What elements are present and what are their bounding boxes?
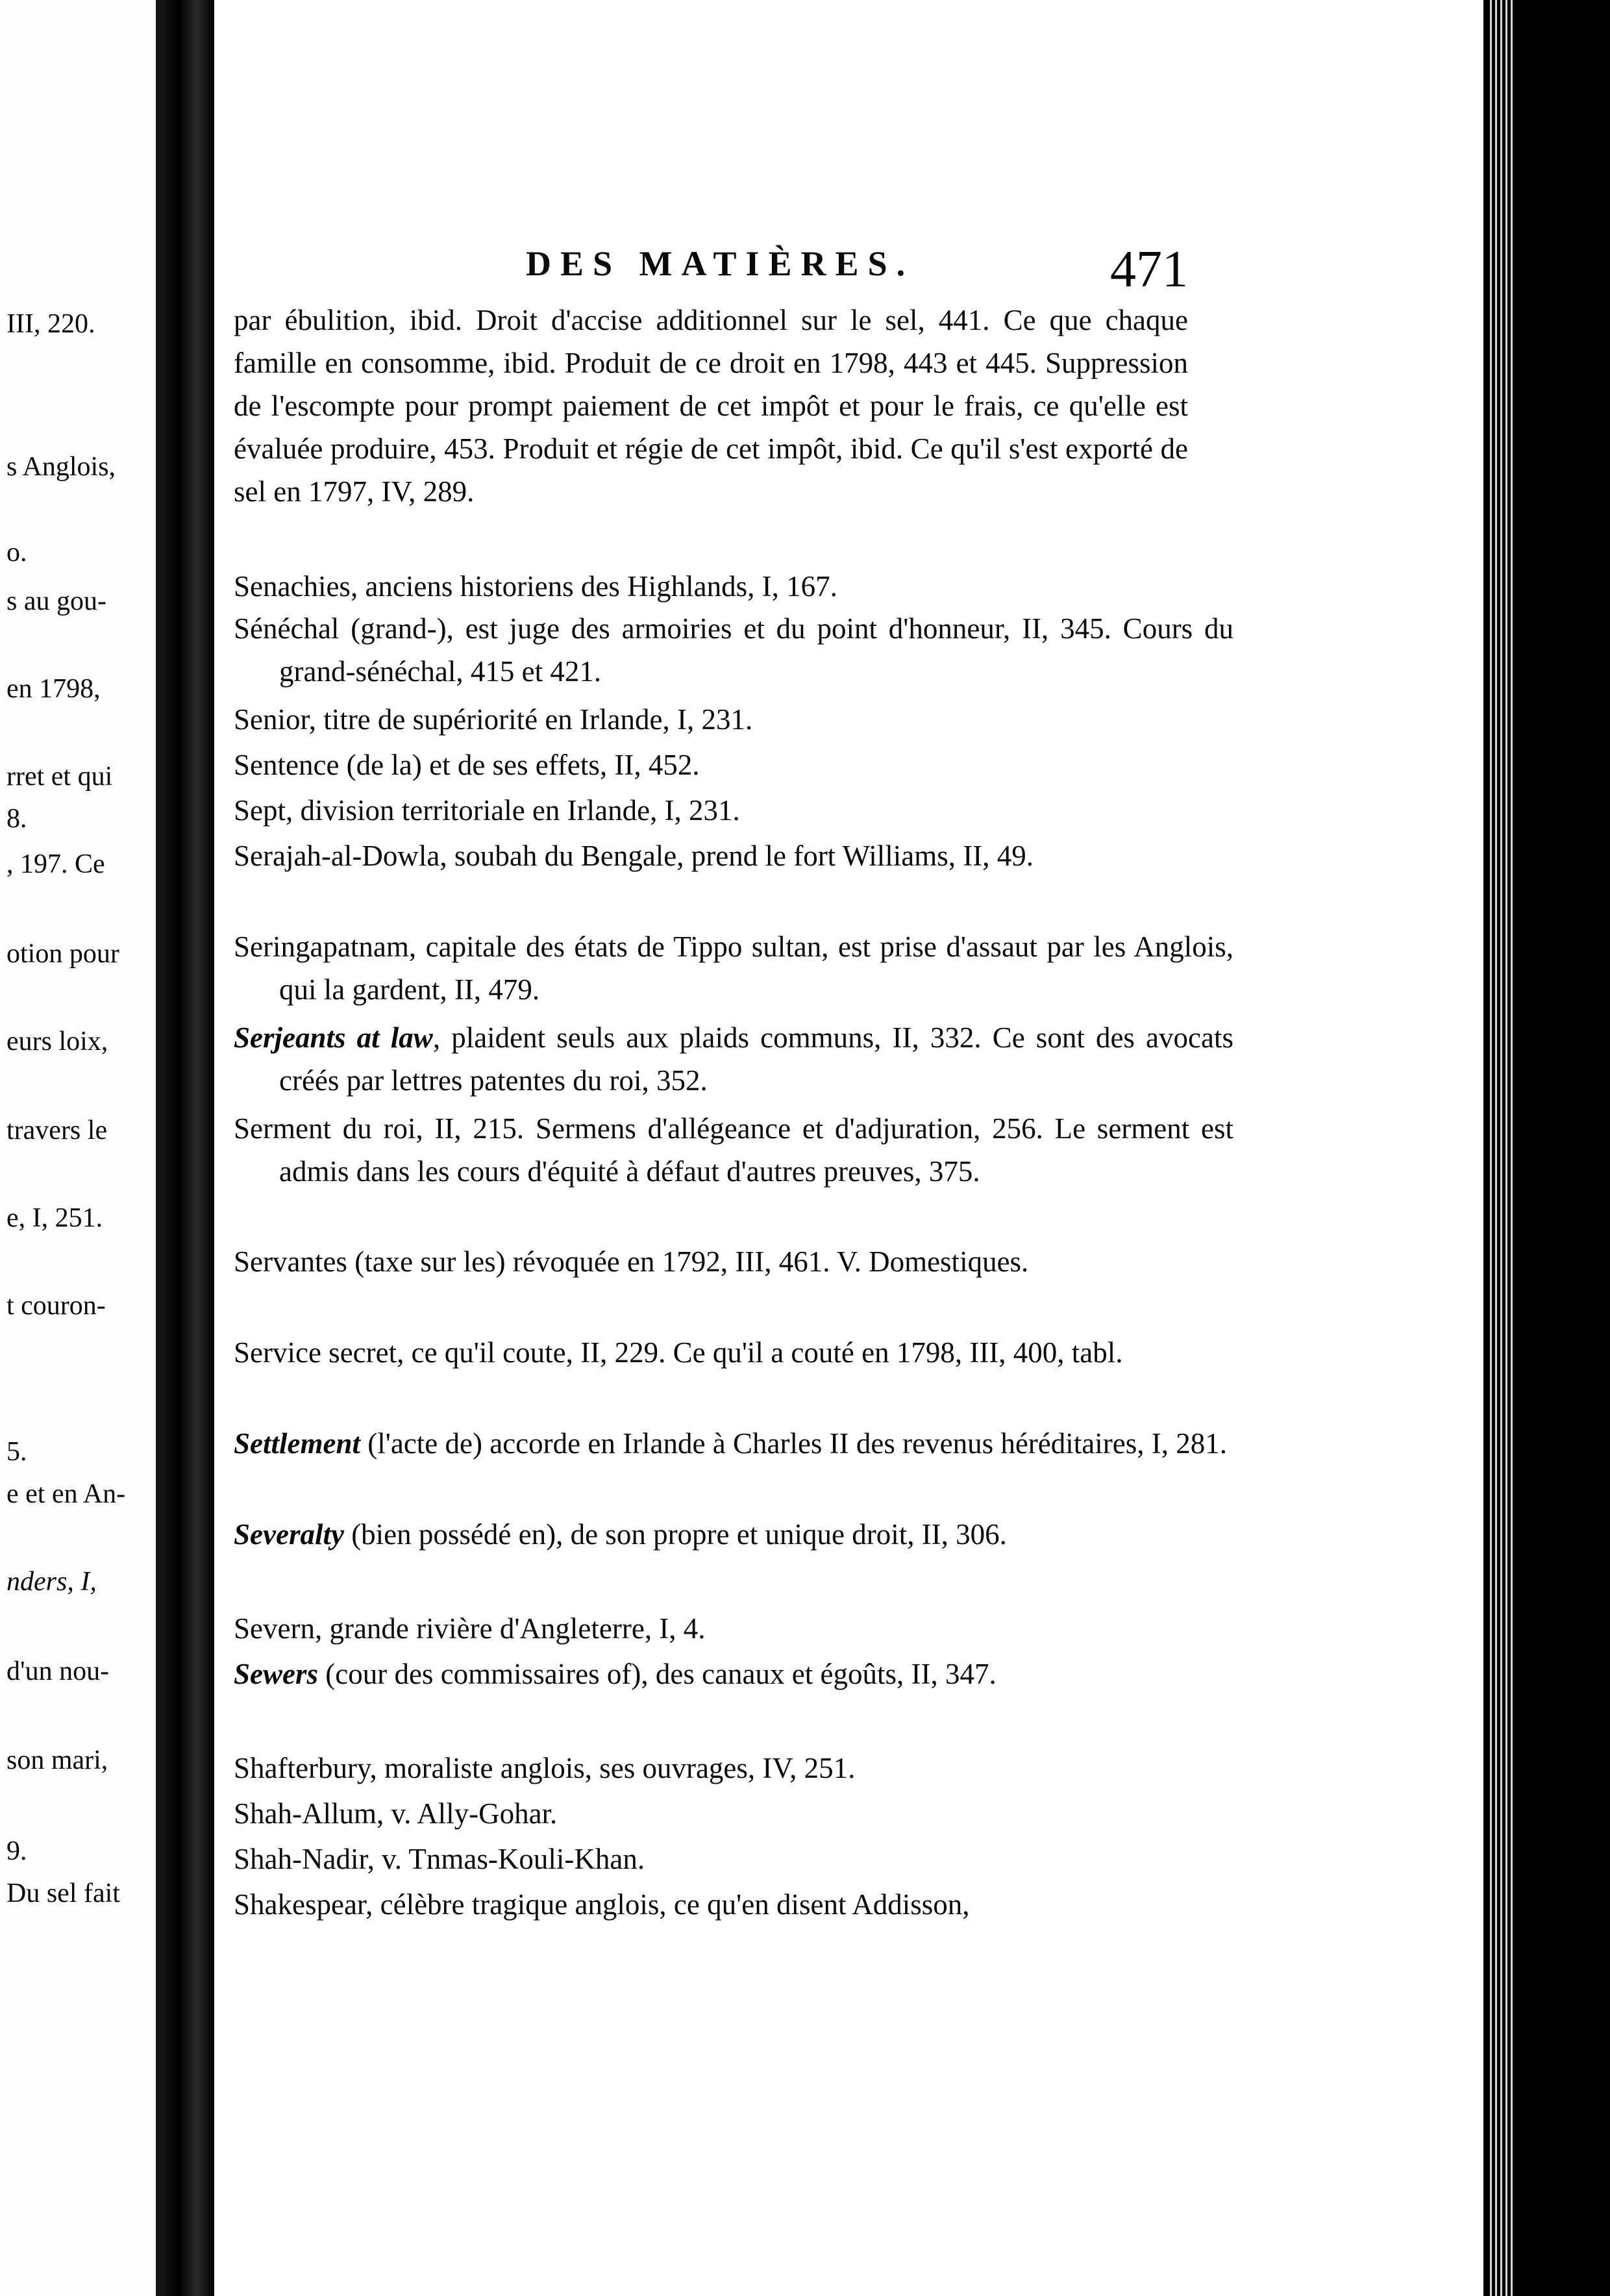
page-edge-line (1505, 0, 1507, 2296)
left-margin-line: travers le (6, 1116, 108, 1145)
left-margin-line: e, I, 251. (6, 1203, 103, 1233)
index-entry: Serment du roi, II, 215. Sermens d'allégeance et d'adjuration, 256. Le serment est admis dans les cours d'équité à défaut d'autres preuves, 375. (234, 1112, 1233, 1188)
left-margin-line: t couron- (6, 1291, 106, 1321)
index-entry: Sewers (cour des commissaires of), des canaux et égoûts, II, 347. (234, 1658, 997, 1690)
index-entry: Senachies, anciens historiens des Highlands, I, 167. (234, 570, 837, 603)
index-entry: Service secret, ce qu'il coute, II, 229. Ce qu'il a couté en 1798, III, 400, tabl. (234, 1336, 1123, 1369)
index-entry: Sentence (de la) et de ses effets, II, 452. (234, 749, 700, 781)
left-margin-line: s au gou- (6, 586, 106, 616)
left-margin-line: e et en An- (6, 1479, 126, 1509)
left-margin-line: son mari, (6, 1745, 108, 1775)
left-margin-line: III, 220. (6, 309, 95, 339)
left-margin-line: otion pour (6, 939, 119, 969)
index-entry: Shafterbury, moraliste anglois, ses ouvrages, IV, 251. (234, 1752, 856, 1784)
index-entry: par ébulition, ibid. Droit d'accise additionnel sur le sel, 441. Ce que chaque famille en consomme, ibid. Produit de ce droit en 1798, 443 et 445. Suppression de l'escompte pour prompt paiement de cet impôt et pour le frais, ce qu'elle est évaluée produire, 453. Produit et régie de cet impôt, ibid. Ce qu'il s'est exporté de sel en 1797, IV, 289. (234, 304, 1188, 508)
index-entry: Sept, division territoriale en Irlande, I, 231. (234, 794, 740, 827)
index-entry: Serajah-al-Dowla, soubah du Bengale, prend le fort Williams, II, 49. (234, 840, 1034, 872)
left-margin-line: 8. (6, 804, 27, 834)
index-entry: Severalty (bien possédé en), de son propre et unique droit, II, 306. (234, 1518, 1007, 1551)
book-gutter (156, 0, 214, 2296)
left-margin-line: 9. (6, 1836, 27, 1866)
page-edge-line (1490, 0, 1492, 2296)
index-entry: Shah-Nadir, v. Tnmas-Kouli-Khan. (234, 1843, 645, 1875)
left-margin-line: eurs loix, (6, 1027, 108, 1056)
index-entry: Severn, grande rivière d'Angleterre, I, 4. (234, 1612, 706, 1645)
page-edges (1483, 0, 1610, 2296)
left-margin-line: en 1798, (6, 674, 101, 704)
left-margin-line: Du sel fait (6, 1878, 120, 1908)
page-edge-line (1500, 0, 1502, 2296)
left-margin-line: rret et qui (6, 762, 113, 792)
index-entry: Senior, titre de supériorité en Irlande, I, 231. (234, 703, 753, 736)
left-margin-line: 5. (6, 1437, 27, 1467)
index-entry: Seringapatnam, capitale des états de Tippo sultan, est prise d'assaut par les Anglois, qui la gardent, II, 479. (234, 930, 1233, 1006)
index-entry: Shah-Allum, v. Ally-Gohar. (234, 1797, 558, 1830)
left-margin-line: o. (6, 538, 27, 568)
page-edge-line (1495, 0, 1497, 2296)
running-header: DES MATIÈRES. (526, 244, 915, 283)
index-entry: Serjeants at law, plaident seuls aux plaids communs, II, 332. Ce sont des avocats créés par lettres patentes du roi, 352. (234, 1021, 1233, 1097)
index-entry: Servantes (taxe sur les) révoquée en 1792, III, 461. V. Domestiques. (234, 1245, 1029, 1278)
page-edge-line (1511, 0, 1513, 2296)
left-page-fragment (0, 0, 156, 2296)
page-number: 471 (1110, 241, 1188, 298)
left-margin-line: nders, I, (6, 1567, 97, 1597)
left-margin-line: , 197. Ce (6, 849, 105, 879)
left-margin-line: s Anglois, (6, 452, 116, 482)
index-entry: Settlement (l'acte de) accorde en Irlande à Charles II des revenus héréditaires, I, 281. (234, 1427, 1227, 1460)
index-entry: Shakespear, célèbre tragique anglois, ce qu'en disent Addisson, (234, 1888, 970, 1921)
left-margin-line: d'un nou- (6, 1656, 110, 1686)
index-entry: Sénéchal (grand-), est juge des armoiries et du point d'honneur, II, 345. Cours du grand-sénéchal, 415 et 421. (234, 612, 1233, 688)
